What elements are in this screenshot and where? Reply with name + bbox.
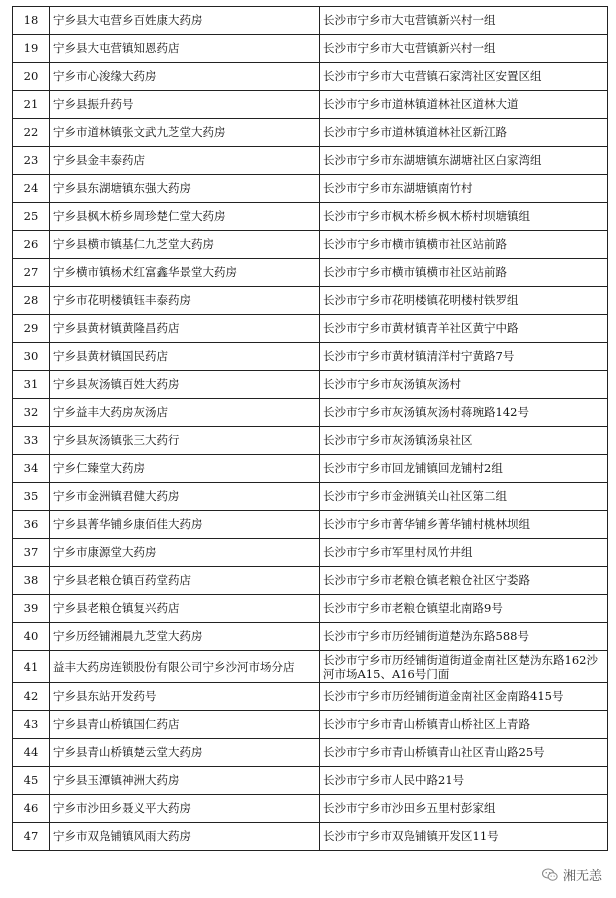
row-number: 23 [13,147,50,175]
pharmacy-address: 长沙市宁乡市花明楼镇花明楼村铁罗组 [320,287,608,315]
table-row [13,315,608,343]
pharmacy-address: 长沙市宁乡市金洲镇关山社区第二组 [320,483,608,511]
row-number: 26 [13,231,50,259]
pharmacy-name: 宁乡县大屯营乡百姓康大药房 [50,7,320,35]
pharmacy-address: 长沙市宁乡市人民中路21号 [320,767,608,795]
table-row [13,483,608,511]
row-number: 24 [13,175,50,203]
pharmacy-address: 长沙市宁乡市大屯营镇新兴村一组 [320,35,608,63]
pharmacy-address: 长沙市宁乡市青山桥镇青山桥社区上青路 [320,711,608,739]
table-row [13,427,608,455]
pharmacy-address: 长沙市宁乡市双凫铺镇开发区11号 [320,823,608,851]
table-row [13,739,608,767]
pharmacy-address: 长沙市宁乡市历经铺街道金南社区金南路415号 [320,683,608,711]
pharmacy-name: 宁乡县玉潭镇神洲大药房 [50,767,320,795]
row-number: 40 [13,623,50,651]
pharmacy-name: 宁乡县横市镇基仁九芝堂大药房 [50,231,320,259]
pharmacy-address: 长沙市宁乡市老粮仓镇老粮仓社区宁娄路 [320,567,608,595]
row-number: 22 [13,119,50,147]
pharmacy-address: 长沙市宁乡市历经铺街道楚沩东路588号 [320,623,608,651]
row-number: 37 [13,539,50,567]
row-number: 27 [13,259,50,287]
table-row [13,119,608,147]
table-row [13,711,608,739]
table-row [13,203,608,231]
row-number: 35 [13,483,50,511]
table-row [13,455,608,483]
row-number: 19 [13,35,50,63]
pharmacy-address: 长沙市宁乡市东湖塘镇南竹村 [320,175,608,203]
pharmacy-address: 长沙市宁乡市横市镇横市社区站前路 [320,259,608,287]
pharmacy-name: 宁乡市沙田乡聂义平大药房 [50,795,320,823]
table-row [13,91,608,119]
pharmacy-table-body [13,7,608,851]
pharmacy-address: 长沙市宁乡市灰汤镇灰汤村 [320,371,608,399]
pharmacy-name: 益丰大药房连锁股份有限公司宁乡沙河市场分店 [50,651,320,683]
pharmacy-name: 宁乡县大屯营镇知恩药店 [50,35,320,63]
table-row [13,371,608,399]
pharmacy-address: 长沙市宁乡市道林镇道林社区新江路 [320,119,608,147]
pharmacy-address: 长沙市宁乡市青山桥镇青山社区青山路25号 [320,739,608,767]
table-row [13,767,608,795]
pharmacy-name: 宁乡仁臻堂大药房 [50,455,320,483]
pharmacy-name: 宁乡市康源堂大药房 [50,539,320,567]
table-row [13,567,608,595]
pharmacy-name: 宁乡县青山桥镇楚云堂大药房 [50,739,320,767]
pharmacy-address: 长沙市宁乡市灰汤镇灰汤村蒋琬路142号 [320,399,608,427]
table-row [13,623,608,651]
pharmacy-address: 长沙市宁乡市老粮仓镇望北南路9号 [320,595,608,623]
row-number: 34 [13,455,50,483]
pharmacy-name: 宁乡市金洲镇君健大药房 [50,483,320,511]
pharmacy-name: 宁乡县金丰泰药店 [50,147,320,175]
pharmacy-address: 长沙市宁乡市军里村凤竹井组 [320,539,608,567]
table-row [13,595,608,623]
table-row [13,795,608,823]
pharmacy-name: 宁乡县枫木桥乡周珍楚仁堂大药房 [50,203,320,231]
table-row [13,823,608,851]
table-row [13,399,608,427]
table-row [13,539,608,567]
row-number: 21 [13,91,50,119]
pharmacy-address: 长沙市宁乡市大屯营镇新兴村一组 [320,7,608,35]
pharmacy-address: 长沙市宁乡市沙田乡五里村彭家组 [320,795,608,823]
row-number: 33 [13,427,50,455]
table-row [13,259,608,287]
pharmacy-name: 宁乡县菁华铺乡康佰佳大药房 [50,511,320,539]
row-number: 30 [13,343,50,371]
pharmacy-address: 长沙市宁乡市回龙铺镇回龙铺村2组 [320,455,608,483]
row-number: 20 [13,63,50,91]
row-number: 38 [13,567,50,595]
table-row [13,35,608,63]
watermark-label: 湘无恙 [562,869,602,884]
pharmacy-address: 长沙市宁乡市菁华铺乡菁华铺村桃林坝组 [320,511,608,539]
row-number: 39 [13,595,50,623]
pharmacy-address: 长沙市宁乡市横市镇横市社区站前路 [320,231,608,259]
table-row [13,63,608,91]
table-row [13,231,608,259]
pharmacy-address: 长沙市宁乡市道林镇道林社区道林大道 [320,91,608,119]
row-number: 47 [13,823,50,851]
pharmacy-table [12,6,608,851]
pharmacy-name: 宁乡县灰汤镇百姓大药房 [50,371,320,399]
pharmacy-name: 宁乡历经铺湘晨九芝堂大药房 [50,623,320,651]
table-row [13,147,608,175]
pharmacy-address: 长沙市宁乡市历经铺街道街道金南社区楚沩东路162沙河市场A15、A16号门面 [320,651,608,683]
watermark [541,865,602,884]
pharmacy-address: 长沙市宁乡市枫木桥乡枫木桥村坝塘镇组 [320,203,608,231]
pharmacy-address: 长沙市宁乡市黄材镇清洋村宁黄路7号 [320,343,608,371]
table-row [13,287,608,315]
row-number: 42 [13,683,50,711]
table-row [13,683,608,711]
pharmacy-name: 宁乡县东站开发药号 [50,683,320,711]
pharmacy-name: 宁乡县青山桥镇国仁药店 [50,711,320,739]
table-row [13,651,608,683]
pharmacy-name: 宁乡市心浚缘大药房 [50,63,320,91]
pharmacy-name: 宁乡市道林镇张文武九芝堂大药房 [50,119,320,147]
row-number: 18 [13,7,50,35]
pharmacy-name: 宁乡县老粮仓镇百药堂药店 [50,567,320,595]
row-number: 41 [13,651,50,683]
pharmacy-table-container [12,6,607,851]
row-number: 28 [13,287,50,315]
pharmacy-address: 长沙市宁乡市大屯营镇石家湾社区安置区组 [320,63,608,91]
pharmacy-name: 宁乡市花明楼镇钰丰泰药房 [50,287,320,315]
pharmacy-address: 长沙市宁乡市黄材镇青羊社区黄宁中路 [320,315,608,343]
pharmacy-name: 宁乡县黄材镇黄隆昌药店 [50,315,320,343]
pharmacy-address: 长沙市宁乡市东湖塘镇东湖塘社区白家湾组 [320,147,608,175]
pharmacy-name: 宁乡县灰汤镇张三大药行 [50,427,320,455]
pharmacy-name: 宁乡县东湖塘镇东强大药房 [50,175,320,203]
wechat-icon [541,866,559,884]
pharmacy-name: 宁乡益丰大药房灰汤店 [50,399,320,427]
pharmacy-name: 宁乡县黄材镇国民药店 [50,343,320,371]
table-row [13,343,608,371]
pharmacy-name: 宁乡县振升药号 [50,91,320,119]
pharmacy-name: 宁乡横市镇杨术红富鑫华景堂大药房 [50,259,320,287]
table-row [13,7,608,35]
pharmacy-name: 宁乡市双凫铺镇风雨大药房 [50,823,320,851]
table-row [13,511,608,539]
row-number: 31 [13,371,50,399]
pharmacy-name: 宁乡县老粮仓镇复兴药店 [50,595,320,623]
row-number: 46 [13,795,50,823]
row-number: 45 [13,767,50,795]
row-number: 44 [13,739,50,767]
row-number: 29 [13,315,50,343]
row-number: 25 [13,203,50,231]
table-row [13,175,608,203]
row-number: 36 [13,511,50,539]
pharmacy-address: 长沙市宁乡市灰汤镇汤泉社区 [320,427,608,455]
row-number: 32 [13,399,50,427]
row-number: 43 [13,711,50,739]
